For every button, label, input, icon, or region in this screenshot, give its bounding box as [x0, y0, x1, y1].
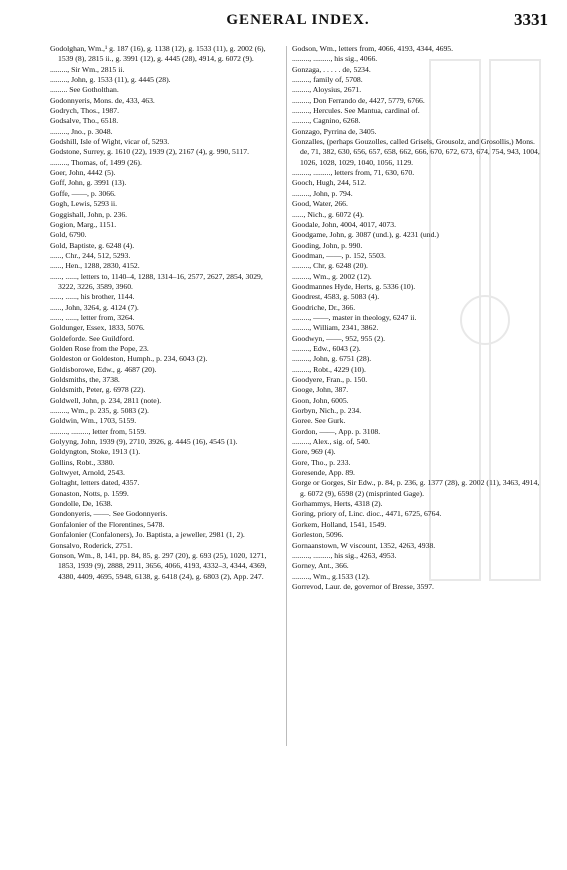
index-entry: ......, Hen., 1288, 2830, 4152. — [50, 261, 140, 271]
index-entry: Gooch, Hugh, 244, 512. — [292, 178, 367, 188]
index-entry: Goggishall, John, p. 236. — [50, 209, 128, 219]
page-header — [48, 8, 548, 32]
index-entry: ........., John, g. 6751 (28). — [292, 354, 372, 364]
index-entry: Gorbyn, Nich., p. 234. — [292, 406, 362, 416]
index-entry: ........., Don Ferrando de, 4427, 5779, 6766. — [292, 95, 425, 105]
index-entry: Godonnyeris, Mons. de, 433, 463. — [50, 95, 155, 105]
index-entry: Godsalve, Tho., 6518. — [50, 116, 119, 126]
index-entry: ........., Aloysius, 2671. — [292, 85, 362, 95]
index-entry: ........., Sir Wm., 2815 ii. — [50, 64, 125, 74]
index-entry: Gordon, ——, App. p. 3108. — [292, 426, 381, 436]
left-index-column — [50, 44, 278, 582]
index-entry: ......, ......, letters to, 1140–4, 1288, 1314–16, 2577, 2627, 2854, 3029, 3222, 3226, 3589, 3960. — [50, 271, 263, 291]
index-entry: Goldunger, Essex, 1833, 5076. — [50, 323, 145, 333]
index-entry: Goodwyn, ——, 952, 955 (2). — [292, 333, 386, 343]
index-entry: Goresende, App. 89. — [292, 468, 355, 478]
page-title: GENERAL INDEX. — [226, 12, 370, 28]
index-entry: Goring, priory of, Linc. dioc., 4471, 6725, 6764. — [292, 509, 442, 519]
index-entry: Gorleston, 5096. — [292, 530, 344, 540]
index-entry: Goodale, John, 4004, 4017, 4073. — [292, 219, 396, 229]
index-entry: Gonaston, Notts, p. 1599. — [50, 488, 129, 498]
index-entry: ........., ........., letter from, 5159. — [50, 426, 147, 436]
index-entry: Goff, John, g. 3991 (13). — [50, 178, 127, 188]
index-entry: ........., John, p. 794. — [292, 188, 353, 198]
index-entry: ........., Wm., p. 235, g. 5083 (2). — [50, 406, 149, 416]
index-entry: Gonzaga, . . . . . de, 5234. — [292, 64, 371, 74]
index-entry: Goon, John, 6005. — [292, 395, 349, 405]
index-entry: ........., ........., letters from, 71, 630, 670. — [292, 168, 415, 178]
index-entry: ........., Hercules. See Mantua, cardinal of. — [292, 106, 420, 116]
index-entry: Gorge or Gorges, Sir Edw., p. 84, p. 236, g. 1377 (28), g. 2002 (11), 3463, 4914, g. 6072 (9), 6598 (2) (misprinted Gage). — [292, 478, 540, 498]
index-entry: Gogion, Marg., 1151. — [50, 219, 117, 229]
column-divider — [286, 46, 287, 746]
index-entry: Goodriche, Dr., 366. — [292, 302, 356, 312]
index-entry: Goldwell, John, p. 234, 2811 (note). — [50, 395, 162, 405]
index-entry: ........., ........., his sig., 4066. — [292, 54, 378, 64]
index-entry: Goldeforde. See Guildford. — [50, 333, 135, 343]
index-entry: ......, John, 3264, g. 4124 (7). — [50, 302, 139, 312]
index-entry: Godshill, Isle of Wight, vicar of, 5293. — [50, 137, 170, 147]
index-entry: Goodmannes Hyde, Herts, g. 5336 (10). — [292, 281, 416, 291]
index-entry: Goer, John, 4442 (5). — [50, 168, 116, 178]
index-entry: Gondonyeris, ——. See Godonnyeris. — [50, 509, 168, 519]
index-entry: Gore, Tho., p. 233. — [292, 457, 351, 467]
index-entry: ........., Wm., g. 2002 (12). — [292, 271, 372, 281]
index-entry: Gonzalles, (perhaps Gouzolles, called Grisels, Grousolz, and Grosollis,) Mons. de, 71, 382, 630, 656, 657, 658, 662, 666, 670, 672, 673, 674, 754, 943, 1004, 1026, 1028, 1029, 1040, 1056, 1129. — [292, 137, 540, 167]
index-entry: ........., Chr, g. 6248 (20). — [292, 261, 368, 271]
index-entry: Gonsalvo, Roderick, 2751. — [50, 540, 133, 550]
index-entry: Gorhammys, Herts, 4318 (2). — [292, 499, 383, 509]
index-entry: Goltaght, letters dated, 4357. — [50, 478, 140, 488]
index-entry: Godstone, Surrey, g. 1610 (22), 1939 (2), 2167 (4), g. 990, 5117. — [50, 147, 250, 157]
index-entry: ........., Edw., 6043 (2). — [292, 343, 361, 353]
index-entry: Goffe, ——, p. 3066. — [50, 188, 116, 198]
index-entry: ........., Alex., sig. of, 540. — [292, 437, 370, 447]
index-entry: Gore, 969 (4). — [292, 447, 336, 457]
index-entry: Gonfalonier of the Florentines, 5478. — [50, 519, 165, 529]
index-entry: ........., ........., his sig., 4263, 4953. — [292, 550, 397, 560]
index-entry: Gonzago, Pyrrina de, 3405. — [292, 126, 377, 136]
index-entry: Gold, 6790. — [50, 230, 87, 240]
index-entry: ........., John, g. 1533 (11), g. 4445 (28). — [50, 75, 171, 85]
index-entry: ......, Chr., 244, 512, 5293. — [50, 250, 131, 260]
index-entry: Godson, Wm., letters from, 4066, 4193, 4344, 4695. — [292, 44, 454, 53]
index-entry: ........., Cagnino, 6268. — [292, 116, 361, 126]
index-entry: Gorney, Ant., 366. — [292, 561, 349, 571]
index-entry: ........., Jno., p. 3048. — [50, 126, 113, 136]
index-entry: ......, ......, his brother, 1144. — [50, 292, 135, 302]
index-entry: Gonson, Wm., 8, 141, pp. 84, 85, g. 297 (20), g. 693 (25), 1020, 1271, 1853, 1939 (9), 2888, 2911, 3656, 4066, 4193, 4332–3, 4344, 4369, 4380, 4409, 4695, 5948, 6138, g. 6418 (24), g. 6803 (2), App. 247. — [50, 550, 267, 581]
index-entry: ........., Thomas, of, 1499 (26). — [50, 157, 142, 167]
index-entry: ........., Wm., g.1533 (12). — [292, 571, 370, 581]
index-entry: ......, Nich., g. 6072 (4). — [292, 209, 364, 219]
index-entry: Googe, John, 387. — [292, 385, 349, 395]
index-entry: ........., family of, 5708. — [292, 75, 363, 85]
index-entry: Goldyngton, Stoke, 1913 (1). — [50, 447, 141, 457]
index-entry: Gornaanstown, W viscount, 1352, 4263, 4938. — [292, 540, 436, 550]
index-entry: Golden Rose from the Pope, 23. — [50, 343, 149, 353]
index-entry: ......... See Gotholthan. — [50, 85, 119, 95]
index-entry: Goldsmiths, the, 3738. — [50, 375, 120, 384]
index-entry: Goldwin, Wm., 1703, 5159. — [50, 416, 137, 426]
index-entry: Goodyere, Fran., p. 150. — [292, 375, 368, 384]
index-entry: Goldsmith, Peter, g. 6978 (22). — [50, 385, 146, 395]
index-entry: Gold, Baptiste, g. 6248 (4). — [50, 240, 135, 250]
index-entry: Good, Water, 266. — [292, 199, 348, 209]
index-entry: ......, ......, letter from, 3264. — [50, 312, 135, 322]
index-entry: Goldeston or Goldeston, Humph., p. 234, 6043 (2). — [50, 354, 208, 364]
index-entry: Golyyng, John, 1939 (9), 2710, 3926, g. 4445 (16), 4545 (1). — [50, 437, 238, 447]
index-entry: ........., William, 2341, 3862. — [292, 323, 379, 333]
index-entry: Gonfalonier (Confaloners), Jo. Baptista, a jeweller, 2981 (1, 2). — [50, 530, 245, 540]
index-entry: Gooding, John, p. 990. — [292, 240, 363, 250]
index-entry: Godolghan, Wm.,¹ g. 187 (16), g. 1138 (12), g. 1533 (11), g. 2002 (6), 1539 (8), 2815 ii., g. 3991 (12), g. 4445 (28), 4914, g. 6072 (9). — [50, 44, 266, 64]
index-entry: Gorrevod, Laur. de, governor of Bresse, 3597. — [292, 581, 434, 591]
index-entry: Gondolle, De, 1638. — [50, 499, 113, 509]
index-entry: Godrych, Thos., 1987. — [50, 106, 120, 116]
index-entry: Gogh, Lewis, 5293 ii. — [50, 199, 118, 209]
page-number: 3331 — [514, 10, 548, 29]
index-entry: Goldisborowe, Edw., g. 4687 (20). — [50, 364, 157, 374]
right-index-column — [292, 44, 542, 592]
index-entry: Goree. See Gurk. — [292, 416, 346, 426]
index-entry: ........., Robt., 4229 (10). — [292, 364, 366, 374]
index-entry: Goodman, ——, p. 152, 5503. — [292, 250, 386, 260]
index-entry: Goodgame, John, g. 3087 (und.), g. 4231 (und.) — [292, 230, 439, 240]
index-entry: Gorkem, Holland, 1541, 1549. — [292, 519, 387, 529]
index-entry: Goltwyet, Arnold, 2543. — [50, 468, 125, 478]
index-entry: Gollins, Robt., 3380. — [50, 457, 115, 467]
index-entry: Goodrest, 4583, g. 5083 (4). — [292, 292, 380, 302]
index-entry: ........., ——, master in theology, 6247 ii. — [292, 312, 417, 322]
